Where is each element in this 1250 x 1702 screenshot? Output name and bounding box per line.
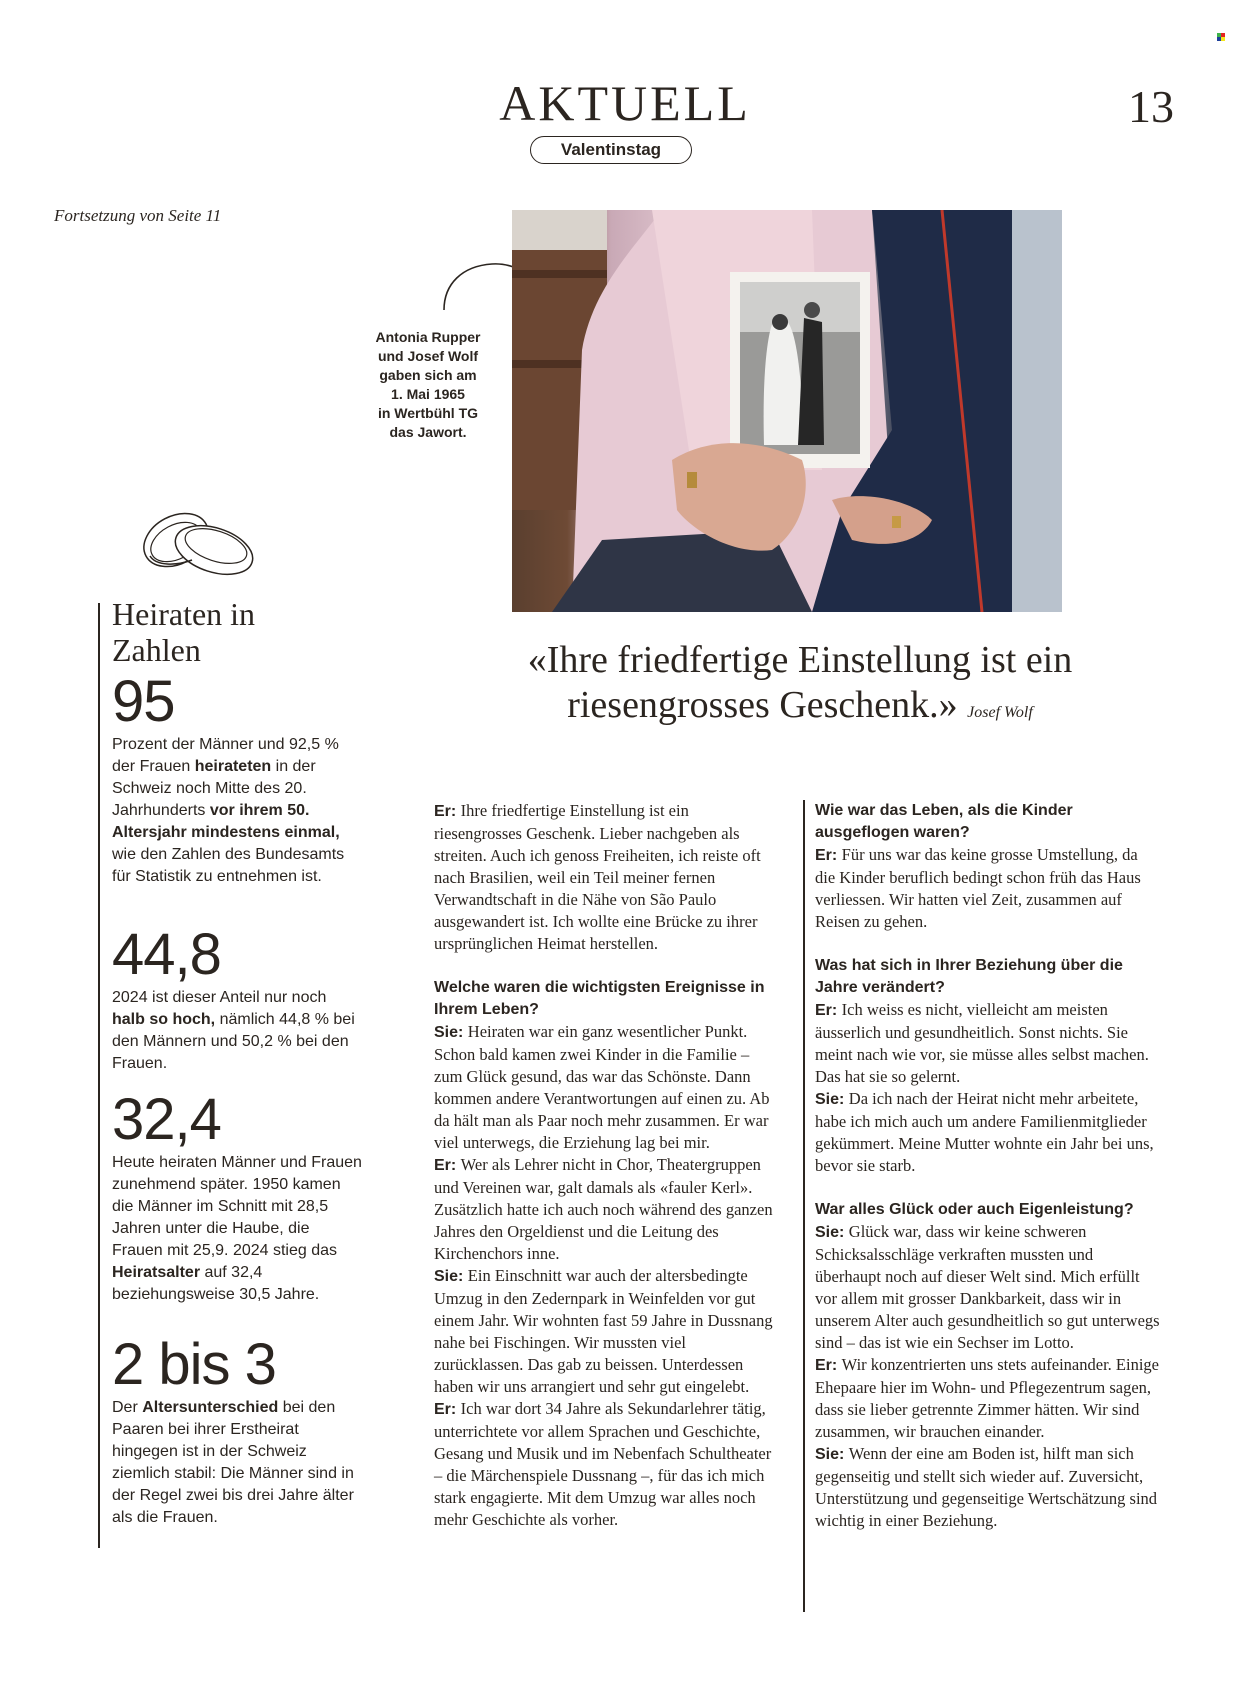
emphasis-text: halb so hoch,	[112, 1011, 216, 1028]
article-column-middle	[434, 800, 779, 1531]
interview-answer	[815, 1443, 1160, 1532]
stat-number: 2 bis 3	[112, 1332, 276, 1397]
answer-text: Glück war, dass wir keine schweren Schicksalsschläge verkraften mussten und überhaupt noch auf dieser Welt sind. Mich erfüllt vor allem mit grosser Dankbarkeit, dass wir in unserem Alter auch gesundheitlich so gut unterwegs sind – das ist wie ein Sechser im Lotto.	[815, 1222, 1160, 1352]
answer-text: Da ich nach der Heirat nicht mehr arbeitete, habe ich mich auch um andere Familienmitglieder gekümmert. Meine Mutter wohnte ein Jahr bei uns, bevor sie starb.	[815, 1089, 1154, 1175]
interview-answer	[815, 1221, 1160, 1354]
section-title: AKTUELL	[499, 75, 751, 131]
caption-line: gaben sich am	[379, 367, 477, 383]
article-column-right	[815, 800, 1160, 1532]
answer-text: Heiraten war ein ganz wesentlicher Punkt. Schon bald kamen zwei Kinder in die Familie – zum Glück gesund, das war das Schönste. Dann kommen andere Verantwortungen auf einen zu. Ab da hält man als Paar noch mehr zusammen. Er war viel unterwegs, die Erziehung lag bei mir.	[434, 1022, 770, 1152]
stat-description	[112, 734, 362, 888]
pull-quote-author: Josef Wolf	[967, 704, 1033, 721]
speaker-label: Er:	[434, 1157, 461, 1174]
interview-question: War alles Glück oder auch Eigenleistung?	[815, 1201, 1134, 1218]
print-color-mark-icon	[1217, 33, 1225, 41]
interview-answer	[434, 1265, 779, 1398]
body-text: Der	[112, 1399, 143, 1416]
title-line: Zahlen	[112, 632, 201, 668]
body-text: Heute heiraten Männer und Frauen zunehmend später. 1950 kamen die Männer im Schnitt mit 28,5 Jahren unter die Haube, die Frauen mit 25,9. 2024 stieg das	[112, 1154, 362, 1259]
answer-text: Ein Einschnitt war auch der altersbedingte Umzug in den Zedernpark in Weinfelden vor gut einem Jahr. Wir wohnten fast 59 Jahre in Dussnang nahe bei Fischingen. Wir mussten viel zurücklassen. Das gab zu beissen. Unterdessen haben wir uns arrangiert und sehr gut eingelebt.	[434, 1266, 773, 1396]
answer-text: Wir konzentrierten uns stets aufeinander. Einige Ehepaare hier im Wohn- und Pflegezentrum sagen, dass sie lieber getrennte Zimmer hätten. Wir sind zusammen, wir brauchen einander.	[815, 1355, 1159, 1441]
body-text: in der Schweiz noch Mitte des 20. Jahrhunderts	[112, 758, 316, 819]
pull-quote	[480, 638, 1120, 735]
speaker-label: Er:	[815, 847, 842, 864]
continuation-note: Fortsetzung von Seite 11	[54, 206, 222, 225]
emphasis-text: vor ihrem 50. Altersjahr mindestens einmal,	[112, 802, 340, 841]
speaker-label: Sie:	[815, 1091, 849, 1108]
body-text: Prozent der Männer und 92,5 % der Frauen	[112, 736, 339, 775]
answer-text: Wenn der eine am Boden ist, hilft man sich gegenseitig und stellt sich wieder auf. Zuversicht, Unterstützung und gegenseitige Wertschätzung sind wichtig in einer Beziehung.	[815, 1444, 1158, 1530]
stat-description	[112, 1152, 362, 1306]
stat-description	[112, 1397, 362, 1529]
body-text: auf 32,4 beziehungsweise 30,5 Jahre.	[112, 1264, 320, 1303]
interview-answer	[434, 1398, 779, 1531]
paragraph-gap	[815, 1177, 1160, 1199]
speaker-label: Er:	[434, 1401, 461, 1418]
speaker-label: Sie:	[815, 1446, 849, 1463]
stat-item	[112, 669, 362, 888]
answer-text: Ich weiss es nicht, vielleicht am meisten äusserlich und gesundheitlich. Sonst nichts. Sie meint nach wie vor, sie müsse alles selbst machen. Das hat sie so gelernt.	[815, 1000, 1149, 1086]
emphasis-text: Altersunterschied	[142, 1399, 279, 1416]
stat-number: 95	[112, 669, 175, 734]
body-text: 2024 ist dieser Anteil nur noch	[112, 989, 327, 1006]
caption-line: Antonia Rupper	[375, 329, 481, 345]
wedding-rings-icon	[136, 506, 260, 582]
pull-quote-line: «Ihre friedfertige Einstellung ist ein	[527, 639, 1073, 681]
topic-tag: Valentinstag	[530, 136, 692, 164]
body-text: nämlich 44,8 % bei den Männern und 50,2 % bei den Frauen.	[112, 1011, 355, 1072]
speaker-label: Sie:	[815, 1224, 849, 1241]
interview-question: Was hat sich in Ihrer Beziehung über die Jahre verändert?	[815, 957, 1123, 996]
caption-line: 1. Mai 1965	[391, 386, 465, 402]
emphasis-text: Heiratsalter	[112, 1264, 201, 1281]
pull-quote-line-2	[480, 683, 1120, 735]
interview-answer	[815, 1088, 1160, 1177]
interview-answer	[815, 999, 1160, 1088]
photo-caption	[358, 328, 498, 442]
stat-number: 32,4	[112, 1087, 221, 1152]
caption-line: das Jawort.	[389, 424, 467, 440]
paragraph-gap	[434, 955, 779, 977]
speaker-label: Sie:	[434, 1268, 468, 1285]
stat-item	[112, 1332, 362, 1529]
speaker-label: Er:	[815, 1002, 842, 1019]
stat-description	[112, 987, 362, 1075]
couple-photo	[512, 210, 1062, 612]
body-text: wie den Zahlen des Bundesamts für Statistik zu entnehmen ist.	[112, 846, 345, 885]
emphasis-text: heirateten	[194, 758, 272, 775]
interview-answer	[815, 1354, 1160, 1443]
interview-answer	[815, 844, 1160, 933]
pull-quote-line: riesengrosses Geschenk.»	[567, 684, 958, 726]
caption-line: in Wertbühl TG	[377, 405, 479, 421]
photo-illustration	[512, 210, 1062, 612]
answer-text: Ihre friedfertige Einstellung ist ein riesengrosses Geschenk. Lieber nachgeben als streiten. Auch ich genoss Freiheiten, ich reiste oft nach Brasilien, weil ein Teil meiner fernen Verwandtschaft in die Nähe von São Paulo ausgewandert ist. Ich wollte eine Brücke zu ihrer ursprünglichen Heimat herstellen.	[434, 801, 761, 953]
stat-item	[112, 922, 362, 1075]
column-rule	[803, 800, 805, 1612]
page-number: 13	[1128, 81, 1174, 132]
stat-item	[112, 1087, 362, 1306]
answer-text: Für uns war das keine grosse Umstellung, da die Kinder beruflich bedingt schon früh das Haus verliessen. Wir hatten viel Zeit, zusammen auf Reisen zu gehen.	[815, 845, 1141, 931]
interview-answer	[434, 1154, 779, 1265]
speaker-label: Sie:	[434, 1024, 468, 1041]
interview-answer	[434, 800, 779, 955]
answer-text: Wer als Lehrer nicht in Chor, Theatergruppen und Vereinen war, galt damals als «fauler Kerl». Zusätzlich hatte ich auch noch während des ganzen Jahres den Orgeldienst und die Leitung des Kirchenchors inne.	[434, 1155, 773, 1263]
interview-question: Welche waren die wichtigsten Ereignisse in Ihrem Leben?	[434, 979, 765, 1018]
interview-question: Wie war das Leben, als die Kinder ausgeflogen waren?	[815, 802, 1073, 841]
stat-number: 44,8	[112, 922, 221, 987]
speaker-label: Er:	[434, 803, 461, 820]
answer-text: Ich war dort 34 Jahre als Sekundarlehrer tätig, unterrichtete vor allem Sprachen und Geschichte, Gesang und Musik und im Nebenfach Schultheater – die Märchenspiele Dussnang –, für das ich mich stark engagierte. Mit dem Umzug war alles noch mehr Geschichte als vorher.	[434, 1399, 772, 1529]
stats-box-title	[112, 596, 362, 668]
speaker-label: Er:	[815, 1357, 842, 1374]
title-line: Heiraten in	[112, 596, 256, 632]
caption-line: und Josef Wolf	[377, 348, 479, 364]
body-text: bei den Paaren bei ihrer Erstheirat hingegen ist in der Schweiz ziemlich stabil: Die Männer sind in der Regel zwei bis drei Jahre älter als die Frauen.	[112, 1399, 354, 1526]
paragraph-gap	[815, 933, 1160, 955]
sidebar-rule	[98, 603, 100, 1548]
interview-answer	[434, 1021, 779, 1154]
